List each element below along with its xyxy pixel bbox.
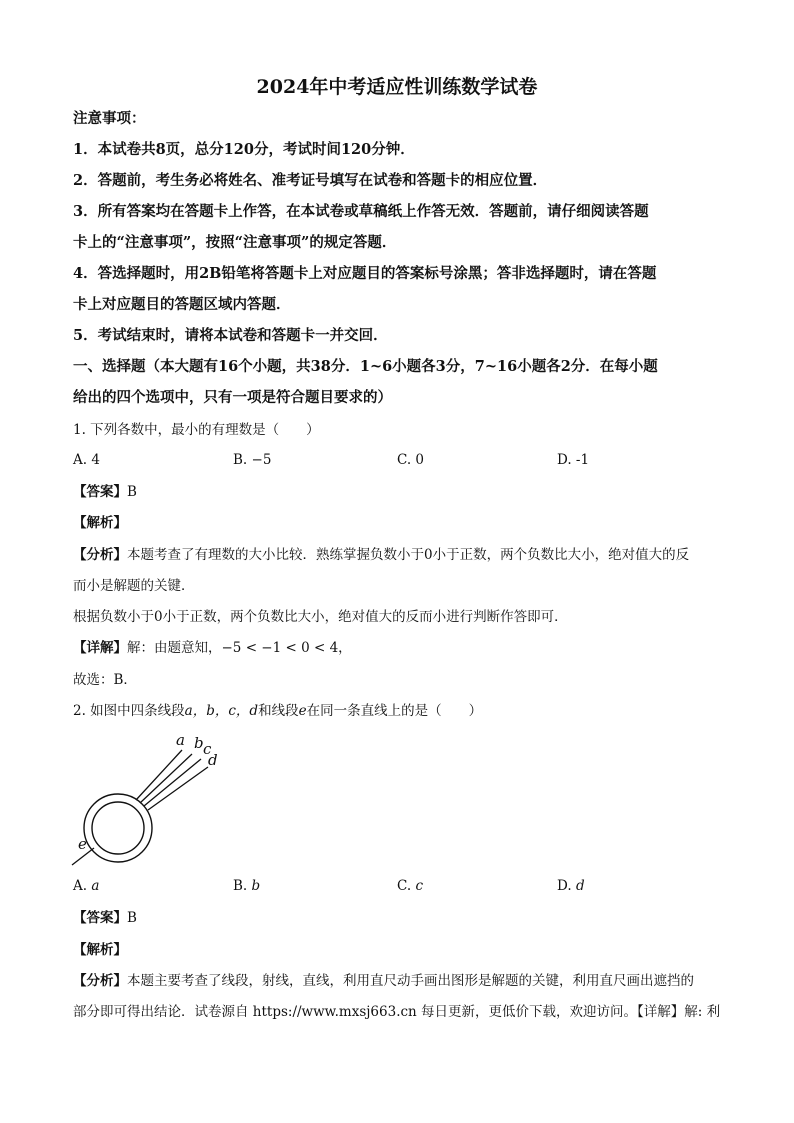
- q2-option-c-prefix: C.: [397, 878, 416, 894]
- q2-stem-vars: a，b，c，d: [184, 703, 259, 719]
- notice-item-5: 5．考试结束时，请将本试卷和答题卡一并交回．: [73, 327, 388, 344]
- label-d: d: [208, 751, 218, 769]
- q1-answer-line: [73, 482, 722, 502]
- label-c: c: [203, 740, 212, 758]
- q1-option-b: B. −5: [233, 452, 272, 468]
- notice-item-2: 2．答题前，考生务必将姓名、准考证号填写在试卷和答题卡的相应位置．: [73, 172, 548, 189]
- section-heading: 一、选择题（本大题有16个小题，共38分．1~6小题各3分，7~16小题各2分．在每小题: [73, 358, 658, 375]
- q2-option-a-var: a: [91, 878, 100, 894]
- q1-analysis-label: 【解析】: [73, 515, 127, 531]
- notice-item-3: 3．所有答案均在答题卡上作答，在本试卷或草稿纸上作答无效．答题前，请仔细阅读答题: [73, 203, 649, 220]
- q2-option-a-prefix: A.: [73, 878, 92, 894]
- label-e: e: [78, 835, 87, 853]
- q1-answer-value: B: [127, 484, 137, 500]
- q2-option-b-prefix: B.: [233, 878, 252, 894]
- q2-stem-var-e: e: [298, 703, 307, 719]
- q1-analysis-line-1: [73, 545, 722, 565]
- q2-analysis-label: 【解析】: [73, 942, 127, 958]
- q1-stem: 1. 下列各数中，最小的有理数是（ ）: [73, 422, 320, 438]
- q2-option-c-var: c: [415, 878, 423, 894]
- segment-d: [148, 767, 208, 810]
- q1-detail-line: [73, 638, 722, 658]
- q2-stem-mid: 和线段: [258, 703, 299, 719]
- q2-stem: [73, 701, 722, 721]
- q2-option-d: [557, 878, 585, 894]
- q2-option-c: [397, 878, 423, 894]
- notice-item-3-cont: 卡上的“注意事项”，按照“注意事项”的规定答题．: [73, 234, 397, 251]
- label-b: b: [194, 734, 204, 752]
- q2-answer-label: 【答案】: [73, 910, 127, 926]
- q2-stem-prefix: 2. 如图中四条线段: [73, 703, 185, 719]
- q2-analysis-line-1: [73, 971, 722, 991]
- q2-diagram: [70, 730, 230, 870]
- segment-b: [140, 754, 192, 803]
- q2-option-b: [233, 878, 260, 894]
- q2-option-d-var: d: [575, 878, 585, 894]
- q1-analysis-text-1: 本题考查了有理数的大小比较．熟练掌握负数小于0小于正数，两个负数比大小，绝对值大的反: [127, 547, 690, 563]
- q1-option-a: A. 4: [73, 452, 100, 468]
- label-a: a: [176, 731, 185, 749]
- q1-option-c: C. 0: [397, 452, 425, 468]
- notice-heading: 注意事项：: [73, 110, 146, 127]
- q1-analysis-line-2: 而小是解题的关键．: [73, 578, 195, 594]
- outer-ring: [84, 794, 152, 862]
- q2-analysis-text-1: 本题主要考查了线段，射线，直线，利用直尺动手画出图形是解题的关键，利用直尺画出遮挡的: [127, 973, 694, 989]
- notice-item-4: 4．答选择题时，用2B铅笔将答题卡上对应题目的答案标号涂黑；答非选择题时，请在答题: [73, 265, 657, 282]
- section-heading-cont: 给出的四个选项中，只有一项是符合题目要求的）: [73, 389, 392, 406]
- q2-analysis-line-2: 部分即可得出结论．试卷源自 https://www.mxsj663.cn 每日更新，更低价下载，欢迎访问。【详解】解: 利: [73, 1004, 721, 1020]
- q2-analysis-tag: 【分析】: [73, 973, 127, 989]
- q1-answer-label: 【答案】: [73, 484, 127, 500]
- segment-a: [136, 750, 182, 800]
- notice-item-4-cont: 卡上对应题目的答题区域内答题．: [73, 296, 291, 313]
- q2-answer-value: B: [127, 910, 137, 926]
- q1-analysis-tag: 【分析】: [73, 547, 127, 563]
- q1-conclusion: 故选：B．: [73, 672, 137, 688]
- q2-stem-suffix: 在同一条直线上的是（ ）: [306, 703, 483, 719]
- q1-analysis-line-3: 根据负数小于0小于正数，两个负数比大小，绝对值大的反而小进行判断作答即可．: [73, 609, 568, 625]
- q2-option-a: [73, 878, 99, 894]
- q1-detail-tag: 【详解】: [73, 640, 127, 656]
- q1-detail-text: 解：由题意知，−5 < −1 < 0 < 4，: [127, 640, 352, 656]
- q2-option-b-var: b: [251, 878, 261, 894]
- inner-ring: [92, 802, 144, 854]
- q1-option-d: D. -1: [557, 452, 590, 468]
- q2-option-d-prefix: D.: [557, 878, 576, 894]
- notice-item-1: 1．本试卷共8页，总分120分，考试时间120分钟．: [73, 141, 415, 158]
- page-title: 2024年中考适应性训练数学试卷: [256, 76, 538, 98]
- q2-answer-line: [73, 908, 722, 928]
